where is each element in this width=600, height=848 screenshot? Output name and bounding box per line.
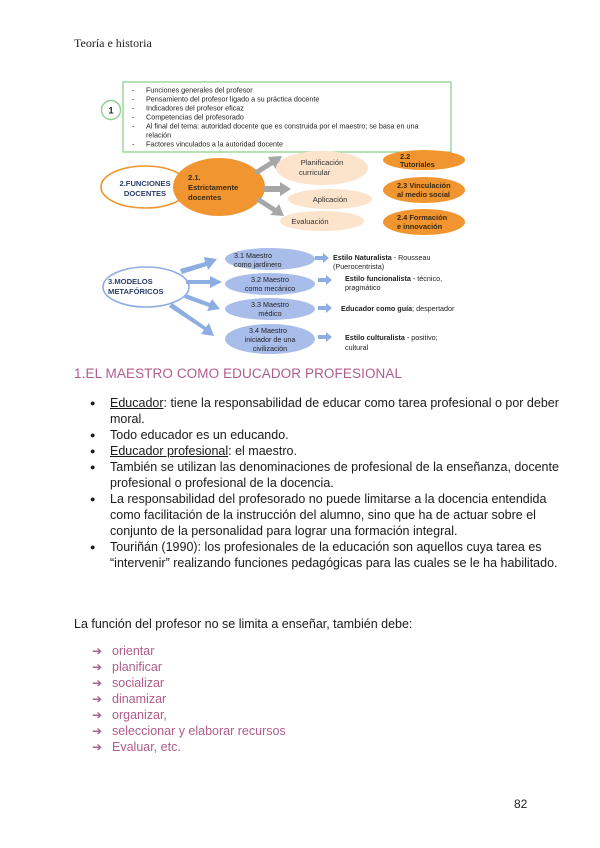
arrow-right-icon: ➔: [92, 676, 103, 690]
list-item: ➔ seleccionar y elaborar recursos: [92, 724, 286, 738]
list-item: ● Educador profesional: el maestro.: [110, 443, 570, 459]
list-item: ● Touriñán (1990): los profesionales de la educación son aquellos cuya tarea es “intervenir” realizando funciones pedagógicas para las cuales se le ha habilitado.: [110, 539, 570, 571]
svg-text:-: -: [132, 94, 135, 104]
model-iniciador-label: iniciador de una: [244, 335, 296, 344]
center-label: docentes: [188, 193, 222, 202]
concept-diagram: [0, 0, 600, 360]
arrow-right-icon: ➔: [92, 708, 103, 722]
funciones-node-label: DOCENTES: [123, 189, 167, 198]
center-label: Estrictamente: [188, 183, 239, 192]
list-item: ➔ organizar,: [92, 708, 167, 722]
model-mecanico-label: 3.2 Maestro: [251, 275, 289, 284]
list-item: ➔ planificar: [92, 660, 163, 674]
model-jardinero-label: 3.1 Maestro: [234, 251, 272, 260]
arrow-right-icon: ➔: [92, 724, 103, 738]
model-medico-label: 3.3 Maestro: [251, 300, 289, 309]
page-number: 82: [514, 797, 528, 811]
svg-text:-: -: [132, 139, 135, 149]
modelos-node-label: METAFÓRICOS: [108, 287, 164, 296]
style-naturalista: Estilo Naturalista - Rousseau: [333, 253, 431, 262]
box-item: Al final del tema: autoridad docente que es construida por el maestro; se basa en una: [146, 121, 419, 131]
list-item: ➔ Evaluar, etc.: [92, 740, 181, 754]
list-item: ● También se utilizan las denominaciones de profesional de la enseñanza, docente profesional o profesional de la docencia.: [110, 459, 570, 491]
list-item: ● La responsabilidad del profesorado no puede limitarse a la docencia entendida como facilitación de la instrucción del alumno, sino que ha de actuar sobre el conjunto de la personalidad para lograr una formación integral.: [110, 491, 570, 539]
arrow-right-icon: ➔: [92, 740, 103, 754]
funciones-node-label: 2.FUNCIONES: [119, 179, 171, 188]
list-item: ● Todo educador es un educando.: [110, 427, 570, 443]
planificacion-label: curricular: [299, 168, 331, 177]
arrow-right-icon: ➔: [92, 692, 103, 706]
box-item: Factores vinculados a la autoridad docente: [146, 139, 284, 149]
box-item: Competencias del profesorado: [146, 112, 244, 122]
list-item: ● Educador: tiene la responsabilidad de educar como tarea profesional o por deber moral.: [110, 395, 570, 427]
bullet-list: [74, 395, 570, 571]
box-item: relación: [146, 130, 172, 140]
model-iniciador-label: civilización: [252, 344, 288, 353]
page-header: Teoría e historia: [74, 36, 152, 50]
arrow-icon: [315, 253, 332, 342]
model-medico-label: médico: [258, 309, 282, 318]
tutoriales-label: 2.2: [400, 152, 411, 161]
formacion-label: e innovación: [397, 222, 443, 231]
aplicacion-label: Aplicación: [312, 195, 348, 204]
model-iniciador-label: 3.4 Maestro: [249, 326, 287, 335]
term-educador-profesional: Educador profesional: [110, 444, 229, 458]
formacion-label: 2.4 Formación: [397, 213, 448, 222]
box-item: Funciones generales del profesor: [146, 85, 253, 95]
list-item: ➔ dinamizar: [92, 692, 167, 706]
svg-text:-: -: [132, 121, 135, 131]
term-educador: Educador: [110, 396, 164, 410]
style-funcionalista: Estilo funcionalista - técnico,: [345, 274, 443, 283]
box-item: Indicadores del profesor eficaz: [146, 103, 244, 113]
vinculacion-label: 2.3 Vinculación: [397, 181, 451, 190]
modelos-node-label: 3.MODELOS: [108, 277, 153, 286]
model-mecanico-label: como mecánico: [244, 284, 296, 293]
style-funcionalista-sub: pragmático: [345, 283, 381, 292]
tutoriales-label: Tutoriales: [400, 160, 435, 169]
list-item: ➔ socializar: [92, 676, 165, 690]
vinculacion-label: al medio social: [397, 190, 450, 199]
style-culturalista: Estilo culturalista - positivo;: [345, 333, 438, 342]
section-title: 1.EL MAESTRO COMO EDUCADOR PROFESIONAL: [74, 366, 403, 381]
model-jardinero-label: como jardinero: [234, 260, 282, 269]
svg-text:-: -: [132, 112, 135, 122]
list-item: ➔ orientar: [92, 644, 155, 658]
arrow-right-icon: ➔: [92, 644, 103, 658]
functions-list: [92, 643, 286, 755]
evaluacion-label: Evaluación: [291, 217, 329, 226]
intro-paragraph: La función del profesor no se limita a enseñar, también debe:: [74, 617, 413, 631]
svg-text:-: -: [132, 85, 135, 95]
arrow-right-icon: ➔: [92, 660, 103, 674]
planificacion-label: Planificación: [300, 158, 344, 167]
box-item: Pensamiento del profesor ligado a su práctica docente: [146, 94, 320, 104]
style-culturalista-sub: cultural: [345, 343, 369, 352]
style-guia: Educador como guía; despertador: [341, 304, 455, 313]
center-label: 2.1.: [188, 173, 201, 182]
svg-text:-: -: [132, 103, 135, 113]
style-naturalista-sub: (Puerocentrista): [333, 262, 385, 271]
number-badge-label: 1: [108, 105, 114, 116]
